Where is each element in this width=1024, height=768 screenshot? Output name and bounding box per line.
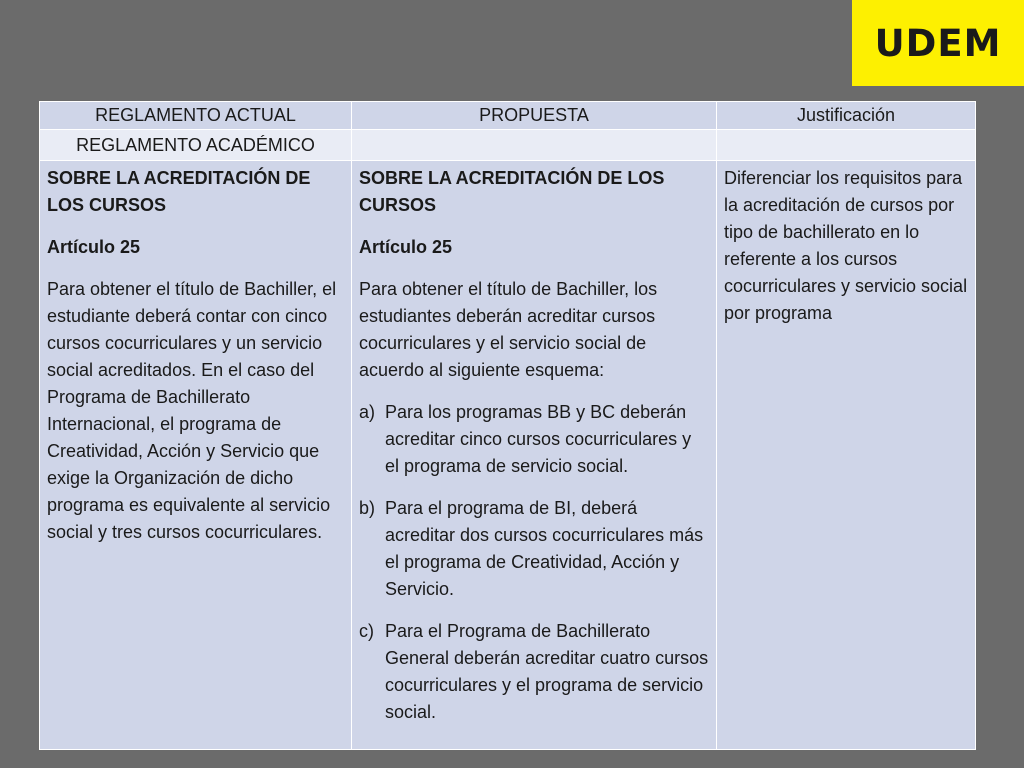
- list-marker: c): [359, 621, 374, 641]
- udem-logo: [852, 0, 1024, 86]
- list-item-text: Para el Programa de Bachillerato General deberán acreditar cuatro cursos cocurriculares y el programa de servicio social.: [385, 621, 709, 722]
- list-item-text: Para el programa de BI, deberá acreditar dos cursos cocurriculares más el programa de Creatividad, Acción y Servicio.: [385, 498, 704, 599]
- proposal-article: Artículo 25: [359, 237, 453, 257]
- proposal-cell: [352, 161, 717, 750]
- current-text: Para obtener el título de Bachiller, el estudiante deberá contar con cinco cursos cocurriculares y un servicio social acreditados. En el caso del Programa de Bachillerato Internacional, el programa de Creatividad, Acción y Servicio que exige la Organización de dicho programa es equivalente al servicio social y tres cursos cocurriculares.: [47, 279, 337, 542]
- subheader-empty-2: [352, 130, 717, 161]
- table-body-row: [40, 161, 976, 750]
- proposal-list: [359, 399, 710, 726]
- comparison-table: [39, 101, 976, 750]
- list-item-text: Para los programas BB y BC deberán acreditar cinco cursos cocurriculares y el programa de servicio social.: [385, 402, 692, 476]
- subheader-reglamento-academico: REGLAMENTO ACADÉMICO: [40, 130, 352, 161]
- justification-cell: [717, 161, 976, 750]
- subheader-empty-3: [717, 130, 976, 161]
- header-reglamento-actual: REGLAMENTO ACTUAL: [40, 102, 352, 130]
- table-subheader-row: [40, 130, 976, 161]
- current-heading: SOBRE LA ACREDITACIÓN DE LOS CURSOS: [47, 168, 311, 215]
- header-propuesta: PROPUESTA: [352, 102, 717, 130]
- proposal-intro: Para obtener el título de Bachiller, los estudiantes deberán acreditar cursos cocurriculares y el servicio social de acuerdo al siguiente esquema:: [359, 279, 658, 380]
- list-item: [359, 618, 710, 726]
- table-header-row: [40, 102, 976, 130]
- justification-text: Diferenciar los requisitos para la acreditación de cursos por tipo de bachillerato en lo referente a los cursos cocurriculares y servicio social por programa: [724, 168, 968, 323]
- logo-text: UDEM: [874, 21, 1002, 65]
- list-marker: b): [359, 498, 376, 518]
- current-article: Artículo 25: [47, 237, 141, 257]
- header-justificacion: Justificación: [717, 102, 976, 130]
- proposal-heading: SOBRE LA ACREDITACIÓN DE LOS CURSOS: [359, 168, 665, 215]
- list-marker: a): [359, 402, 376, 422]
- list-item: [359, 399, 710, 480]
- current-regulation-cell: [40, 161, 352, 750]
- list-item: [359, 495, 710, 603]
